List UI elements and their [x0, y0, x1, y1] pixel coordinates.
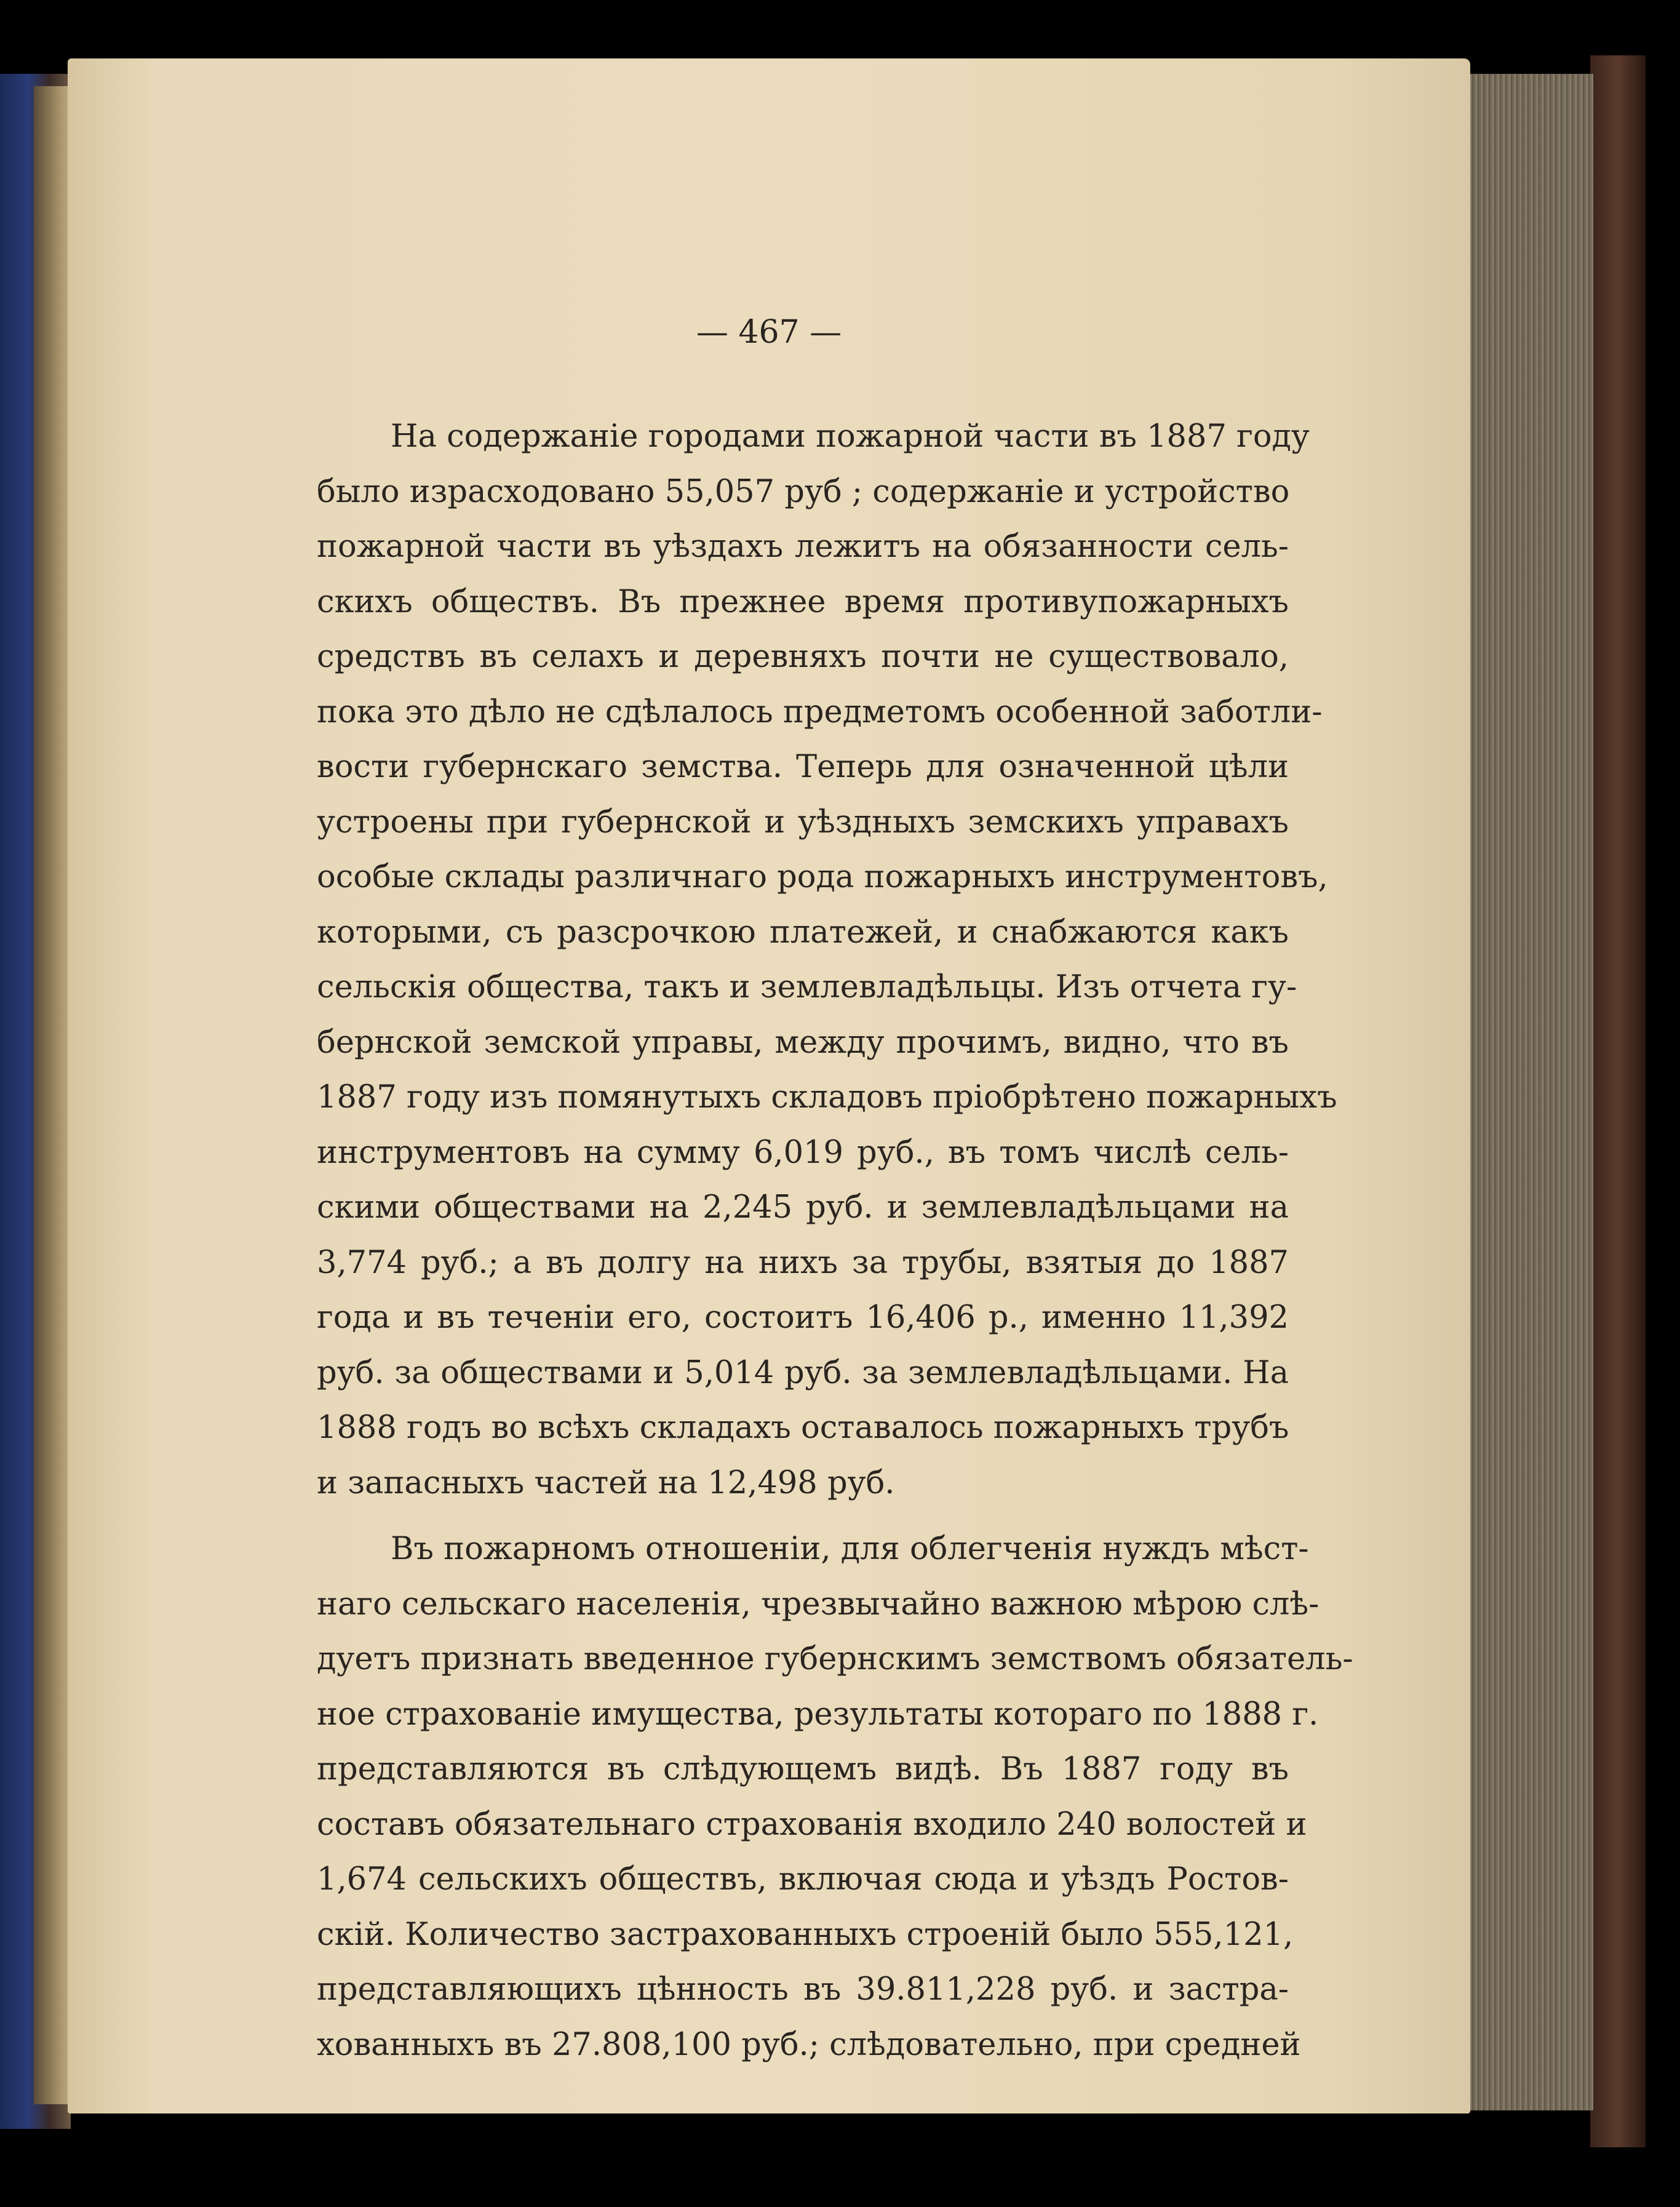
text-line: хованныхъ въ 27.808,100 руб.; слѣдовательно, при средней	[317, 2026, 1301, 2063]
text-line: наго сельскаго населенія, чрезвычайно важною мѣрою слѣ-	[317, 1586, 1320, 1622]
text-line: инструментовъ на сумму 6,019 руб., въ томъ числѣ сель-	[317, 1134, 1289, 1171]
text-line: бернской земской управы, между прочимъ, видно, что въ	[317, 1024, 1289, 1061]
page-number: — 467 —	[696, 314, 842, 351]
text-line: руб. за обществами и 5,014 руб. за землевладѣльцами. На	[317, 1354, 1289, 1391]
text-line: 1888 годъ во всѣхъ складахъ оставалось пожарныхъ трубъ	[317, 1410, 1289, 1446]
text-line: особые склады различнаго рода пожарныхъ инструментовъ,	[317, 859, 1328, 895]
text-line: устроены при губернской и уѣздныхъ земскихъ управахъ	[317, 804, 1289, 840]
text-line: средствъ въ селахъ и деревняхъ почти не существовало,	[317, 639, 1289, 675]
text-line: представляющихъ цѣнность въ 39.811,228 руб. и застра-	[317, 1971, 1289, 2008]
page-stack-edges	[1458, 74, 1593, 2110]
text-line: пока это дѣло не сдѣлалось предметомъ особенной заботли-	[317, 693, 1323, 730]
text-line: Въ пожарномъ отношеніи, для облегченія нуждъ мѣст-	[391, 1531, 1309, 1567]
book-cover-right	[1590, 55, 1646, 2147]
text-line: 3,774 руб.; а въ долгу на нихъ за трубы, взятыя до 1887	[317, 1244, 1289, 1281]
text-line: которыми, съ разсрочкою платежей, и снабжаются какъ	[317, 914, 1289, 951]
paragraph-1	[317, 409, 1337, 1511]
text-line: сельскія общества, такъ и землевладѣльцы. Изъ отчета гу-	[317, 969, 1297, 1005]
paragraph-gap	[317, 1511, 1289, 1522]
text-line: вости губернскаго земства. Теперь для означенной цѣли	[317, 749, 1289, 785]
body-text	[317, 409, 1353, 2072]
text-line: 1887 году изъ помянутыхъ складовъ пріобрѣтено пожарныхъ	[317, 1079, 1337, 1115]
text-line: представляются въ слѣдующемъ видѣ. Въ 1887 году въ	[317, 1751, 1289, 1787]
book-page	[68, 58, 1470, 2113]
text-line: скими обществами на 2,245 руб. и землевладѣльцами на	[317, 1189, 1289, 1226]
text-line: скихъ обществъ. Въ прежнее время противупожарныхъ	[317, 583, 1289, 620]
text-line: ное страхованіе имущества, результаты котораго по 1888 г.	[317, 1696, 1319, 1733]
text-line: и запасныхъ частей на 12,498 руб.	[317, 1464, 895, 1501]
text-line: было израсходовано 55,057 руб ; содержаніе и устройство	[317, 473, 1290, 510]
text-line: дуетъ признать введенное губернскимъ земствомъ обязатель-	[317, 1641, 1353, 1677]
text-line: пожарной части въ уѣздахъ лежитъ на обязанности сель-	[317, 529, 1289, 565]
text-line: года и въ теченіи его, состоитъ 16,406 р., именно 11,392	[317, 1299, 1289, 1336]
paragraph-2	[317, 1522, 1353, 2072]
text-line: скій. Количество застрахованныхъ строеній было 555,121,	[317, 1916, 1294, 1953]
text-line: 1,674 сельскихъ обществъ, включая сюда и уѣздъ Ростов-	[317, 1861, 1289, 1898]
text-line: составъ обязательнаго страхованія входило 240 волостей и	[317, 1806, 1307, 1843]
text-line: На содержаніе городами пожарной части въ 1887 году	[391, 418, 1310, 455]
